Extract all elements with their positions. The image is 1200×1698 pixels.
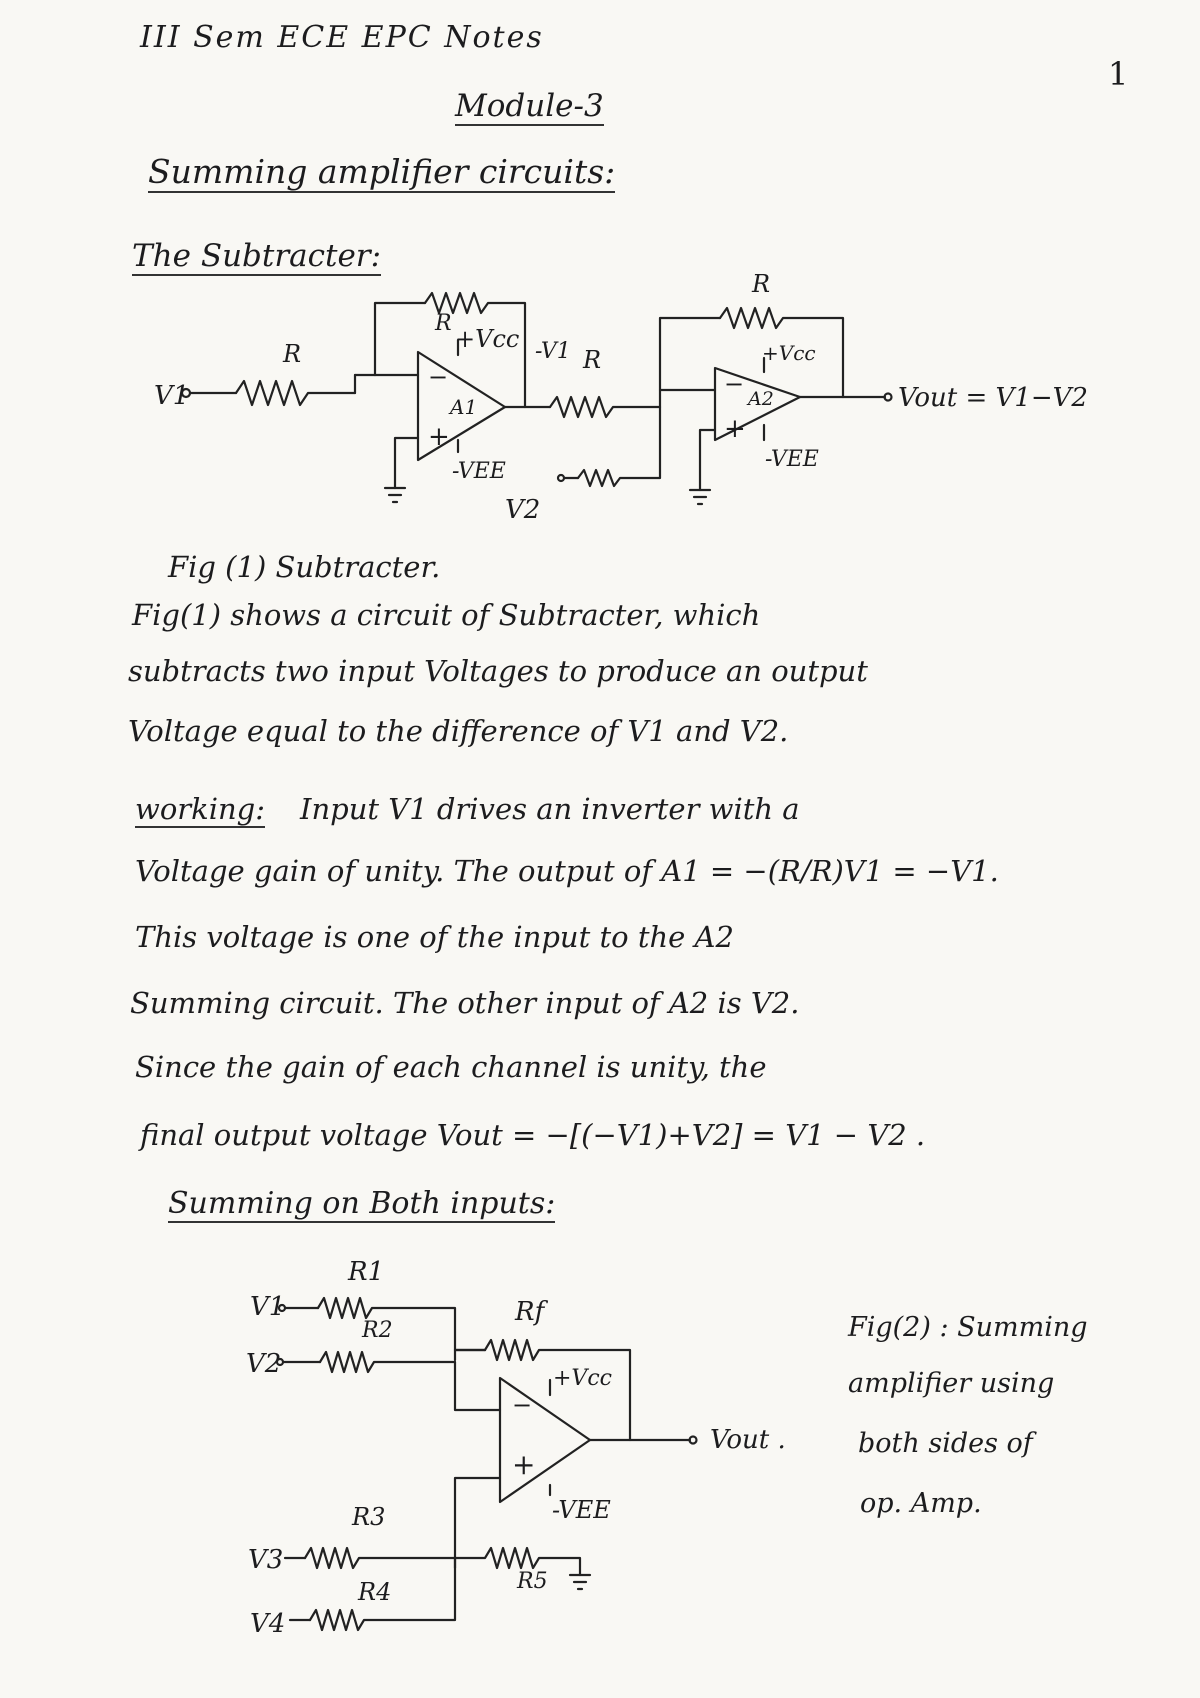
v2-input-label: V2 (505, 495, 541, 525)
a1-minus-sign: − (428, 363, 449, 391)
rf2-label: R (752, 270, 771, 298)
vout-terminal-2 (690, 1437, 697, 1444)
rf1-label: R (435, 311, 452, 336)
node-minus-v1-label: -V1 (535, 339, 571, 364)
resistor-r3 (305, 1548, 455, 1568)
vout-label: Vout = V1−V2 (898, 383, 1088, 413)
opamp-minus-sign: − (512, 1391, 533, 1419)
paragraph-line-2: subtracts two input Voltages to produce an output (128, 654, 868, 688)
rf-label: Rf (515, 1297, 545, 1327)
paragraph-line-8: Since the gain of each channel is unity, the (135, 1050, 767, 1084)
fig2-caption-line-2: amplifier using (848, 1368, 1055, 1399)
a1-vcc-label: +Vcc (455, 325, 520, 353)
paragraph-line-9: final output voltage Vout = −[(−V1)+V2] = V1 − V2 . (140, 1118, 926, 1152)
course-header: III Sem ECE EPC Notes (140, 20, 544, 55)
v1-input-label: V1 (154, 381, 190, 411)
subsection2-title: Summing on Both inputs: (168, 1186, 556, 1221)
a2-plus-sign: + (724, 414, 746, 444)
v2-label: V2 (246, 1349, 282, 1379)
a1-vee-label: -VEE (452, 459, 506, 484)
paragraph-line-3: Voltage equal to the difference of V1 and V2. (128, 714, 789, 748)
a2-vee-label: -VEE (765, 447, 819, 472)
working-label: working: (135, 792, 266, 826)
r1-label: R1 (348, 1257, 385, 1287)
v3-label: V3 (248, 1545, 284, 1575)
fig2-caption-line-3: both sides of (858, 1428, 1033, 1459)
opamp-a1-label: A1 (450, 395, 478, 419)
a2-minus-sign: − (724, 370, 745, 398)
module-title: Module-3 (455, 88, 604, 124)
r5-label: R5 (517, 1569, 548, 1594)
vee-label: -VEE (552, 1496, 611, 1524)
r4-label: R4 (358, 1578, 392, 1606)
v4-label: V4 (250, 1609, 286, 1639)
a2-vcc-label: +Vcc (762, 341, 816, 365)
vcc-label: +Vcc (553, 1366, 612, 1391)
paragraph-line-6: This voltage is one of the input to the A2 (135, 920, 734, 954)
r3-label: R3 (352, 1503, 386, 1531)
fig2-caption-line-1: Fig(2) : Summing (848, 1312, 1088, 1343)
v1-label: V1 (250, 1292, 286, 1322)
page-number: 1 (1108, 55, 1129, 93)
paragraph-line-1: Fig(1) shows a circuit of Subtracter, which (132, 598, 761, 632)
opamp-a2-label: A2 (748, 388, 774, 410)
section-title: Summing amplifier circuits: (148, 152, 616, 191)
paragraph-line-7: Summing circuit. The other input of A2 is V2. (130, 986, 800, 1020)
fig1-caption: Fig (1) Subtracter. (168, 550, 441, 584)
paragraph-line-5: Voltage gain of unity. The output of A1 = −(R/R)V1 = −V1. (135, 854, 999, 888)
vout-label-2: Vout . (710, 1425, 786, 1455)
r2-label: R2 (362, 1318, 393, 1343)
a1-plus-sign: + (428, 422, 450, 452)
opamp-plus-sign: + (512, 1448, 536, 1481)
r-input-label: R (283, 340, 302, 368)
paragraph-line-4: Input V1 drives an inverter with a (300, 792, 800, 826)
subsection-title: The Subtracter: (132, 238, 382, 274)
r-mid-label: R (583, 346, 602, 374)
fig2-caption-line-4: op. Amp. (860, 1488, 982, 1519)
resistor-r2 (320, 1352, 455, 1372)
